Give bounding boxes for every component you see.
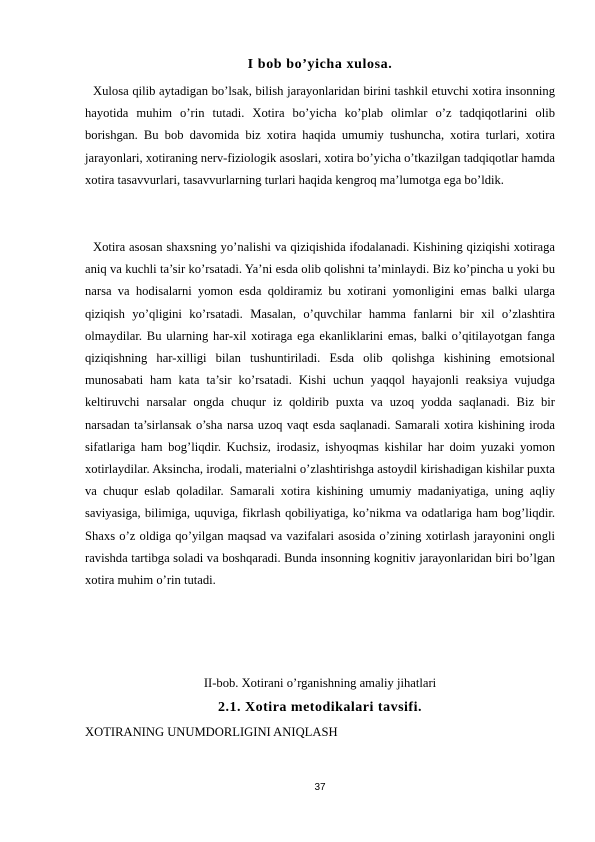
paragraph-memory-interest: Xotira asosan shaxsning yo’nalishi va qiziqishida ifodalanadi. Kishining qiziqishi xotiraga aniq va kuchli ta’sir ko’rsatadi. Ya’ni esda olib qolishni ta’minlaydi. Biz ko’pincha u yoki bu narsa va hodisalarni yomon esda qoldiramiz bu xotirani yomonligini emas balki ularga qiziqish yo’qligini ko’rsatadi. Masalan, o’quvchilar hamma fanlarni bir xil o’zlashtira olmaydilar. Bu ularning har-xil xotiraga ega ekanliklarini emas, balki o’qitilayotgan fanga qiziqishning har-xilligi bilan tushuntiriladi. Esda olib qolishga kishining emotsional munosabati ham kata ta’sir ko’rsatadi. Kishi uchun yaqqol hayajonli reaksiya vujudga keltiruvchi narsalar ongda chuqur iz qoldirib puxta va uzoq yodda saqlanadi. Biz bir narsadan ta’sirlansak o’sha narsa uzoq vaqt esda saqlanadi. Samarali xotira kishining iroda sifatlariga ham bog’liqdir. Kuchsiz, irodasiz, ishyoqmas kishilar har doim yuzaki yomon xotirlaydilar. Aksincha, irodali, materialni o’zlashtirishga astoydil kirishadigan kishilar puxta va chuqur eslab qoladilar. Samarali xotira kishining umumiy madaniyatiga, uning aqliy saviyasiga, bilimiga, uquviga, fikrlash qobiliyatiga, ko’nikma va odatlariga ham bog’liqdir. Shaxs o’z oldiga qo’yilgan maqsad va vazifalari asosida o’zining xotirlash jarayonini ongli ravishda tartibga soladi va boshqaradi. Bunda insonning kognitiv jarayonlaridan biri bo’lgan xotira muhim o’rin tutadi. [85, 240, 555, 588]
chapter-title: II-bob. Xotirani o’rganishning amaliy jihatlari [203, 676, 437, 690]
paragraph-summary: Xulosa qilib aytadigan bo’lsak, bilish jarayonlaridan birini tashkil etuvchi xotira insonning hayotida muhim o’rin tutadi. Xotira bo’yicha ko’plab olimlar o’z tadqiqotlarini olib borishgan. Bu bob davomida biz xotira haqida umumiy tushuncha, xotira turlari, xotira jarayonlari, xotiraning nerv-fiziologik asoslari, xotira bo’yicha o’tkazilgan tadqiqotlar hamda xotira tasavvurlari, tasavvurlarning turlari haqida kengroq ma’lumotga ega bo’ldik. [85, 84, 555, 187]
section-heading: 2.1. Xotira metodikalari tavsifi. [218, 700, 422, 715]
chapter-conclusion-heading: I bob bo’yicha xulosa. [247, 57, 393, 72]
subsection-caps-heading: XOTIRANING UNUMDORLIGINI ANIQLASH [85, 725, 338, 739]
page-number: 37 [314, 782, 326, 793]
